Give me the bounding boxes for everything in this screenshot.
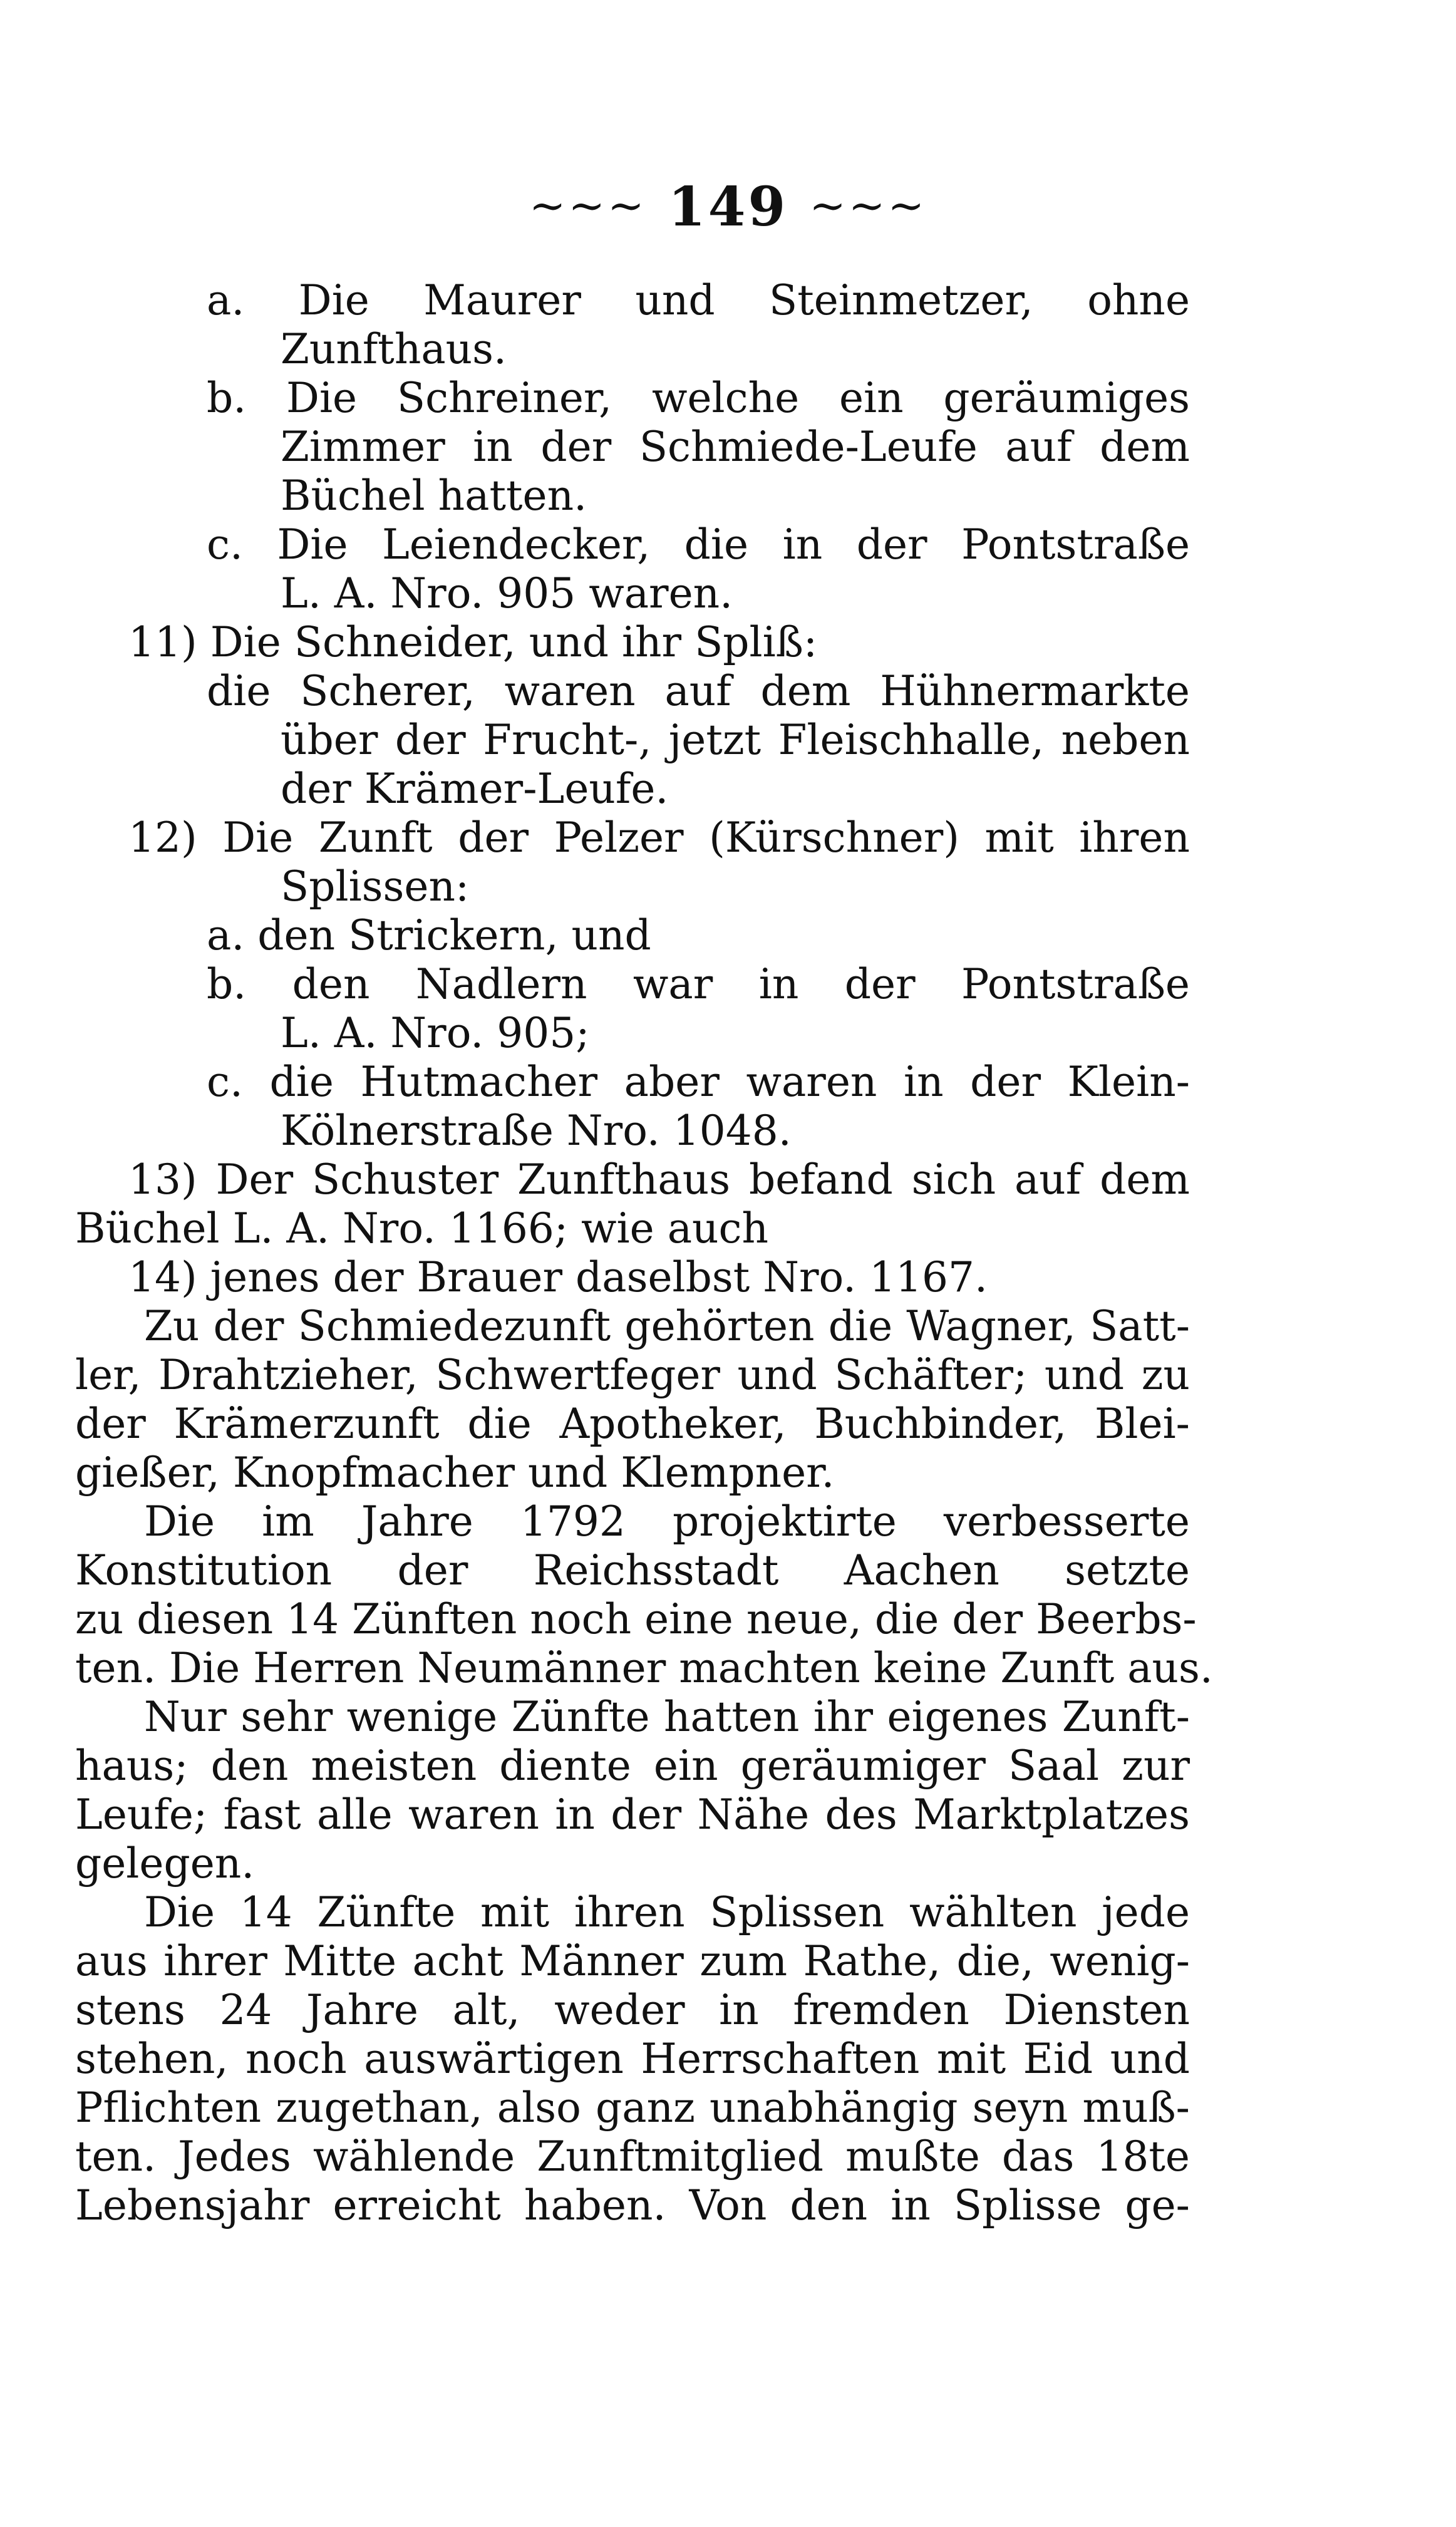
text-line: Konstitution der Reichsstadt Aachen setzte — [75, 1546, 1190, 1594]
text-line: L. A. Nro. 905; — [281, 1009, 590, 1057]
text-line: zu diesen 14 Zünften noch eine neue, die der Beerbs- — [75, 1595, 1197, 1643]
text-line: a. Die Maurer und Steinmetzer, ohne — [207, 276, 1190, 324]
text-line: 14) jenes der Brauer daselbst Nro. 1167. — [128, 1253, 988, 1301]
text-line: Büchel L. A. Nro. 1166; wie auch — [75, 1204, 769, 1253]
text-line: aus ihrer Mitte acht Männer zum Rathe, die, wenig- — [75, 1937, 1190, 1985]
text-line: der Krämer-Leufe. — [281, 765, 669, 813]
text-line: c. Die Leiendecker, die in der Pontstraße — [207, 520, 1190, 569]
text-line: Splissen: — [281, 862, 470, 911]
text-line: stehen, noch auswärtigen Herrschaften mit Eid und — [75, 2035, 1190, 2083]
text-line: 11) Die Schneider, und ihr Spliß: — [128, 618, 818, 666]
text-line: Die im Jahre 1792 projektirte verbesserte — [144, 1497, 1190, 1546]
header-ornament-right: ~~~ — [809, 180, 927, 231]
text-line: c. die Hutmacher aber waren in der Klein- — [207, 1058, 1190, 1106]
text-line: ten. Jedes wählende Zunftmitglied mußte das 18te — [75, 2132, 1190, 2181]
header-ornament-left: ~~~ — [529, 180, 647, 231]
text-line: gießer, Knopfmacher und Klempner. — [75, 1449, 835, 1497]
text-line: Zunfthaus. — [281, 325, 507, 373]
text-line: Nur sehr wenige Zünfte hatten ihr eigenes Zunft- — [144, 1693, 1190, 1741]
text-line: Leufe; fast alle waren in der Nähe des Marktplatzes — [75, 1791, 1190, 1839]
text-line: die Scherer, waren auf dem Hühnermarkte — [207, 667, 1190, 715]
text-line: Büchel hatten. — [281, 472, 587, 520]
text-line: ten. Die Herren Neumänner machten keine Zunft aus. — [75, 1644, 1213, 1692]
text-line: b. den Nadlern war in der Pontstraße — [207, 960, 1190, 1008]
text-line: a. den Strickern, und — [207, 911, 651, 959]
text-line: 12) Die Zunft der Pelzer (Kürschner) mit ihren — [128, 814, 1190, 862]
text-line: L. A. Nro. 905 waren. — [281, 569, 733, 618]
text-line: Zimmer in der Schmiede-Leufe auf dem — [281, 423, 1190, 471]
text-line: gelegen. — [75, 1839, 255, 1888]
text-line: über der Frucht-, jetzt Fleischhalle, neben — [281, 716, 1190, 764]
text-line: Kölnerstraße Nro. 1048. — [281, 1107, 792, 1155]
text-line: b. Die Schreiner, welche ein geräumiges — [207, 374, 1190, 422]
text-line: haus; den meisten diente ein geräumiger Saal zur — [75, 1742, 1190, 1790]
page-header — [0, 175, 1456, 239]
text-line: der Krämerzunft die Apotheker, Buchbinder, Blei- — [75, 1400, 1190, 1448]
text-line: Zu der Schmiedezunft gehörten die Wagner, Satt- — [144, 1302, 1190, 1350]
text-line: ler, Drahtzieher, Schwertfeger und Schäfter; und zu — [75, 1351, 1190, 1399]
text-line: stens 24 Jahre alt, weder in fremden Diensten — [75, 1986, 1190, 2034]
text-line: Pflichten zugethan, also ganz unabhängig seyn muß- — [75, 2084, 1190, 2132]
page-number: 149 — [668, 175, 788, 239]
text-line: 13) Der Schuster Zunfthaus befand sich auf dem — [128, 1155, 1190, 1204]
text-line: Lebensjahr erreicht haben. Von den in Splisse ge- — [75, 2181, 1190, 2230]
text-line: Die 14 Zünfte mit ihren Splissen wählten jede — [144, 1888, 1190, 1936]
